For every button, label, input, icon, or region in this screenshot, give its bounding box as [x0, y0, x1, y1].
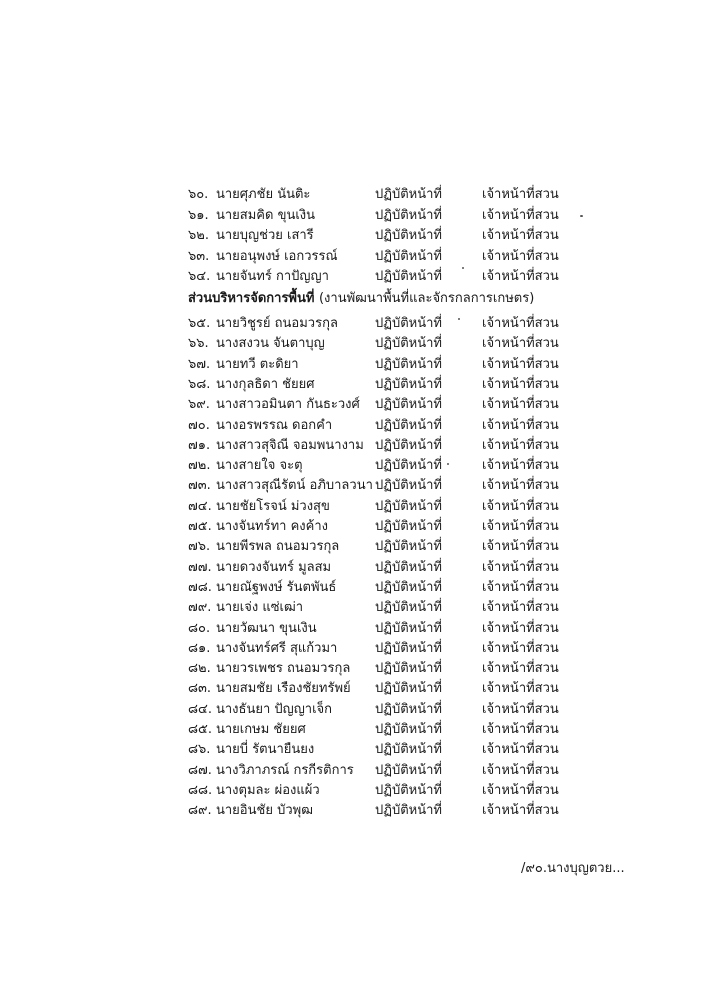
item-number: ๖๐.	[188, 187, 209, 202]
role-label: เจ้าหน้าที่สวน	[482, 376, 559, 392]
section-subtitle: (งานพัฒนาพื้นที่และจักรกลการเกษตร)	[318, 291, 535, 306]
list-item	[0, 517, 722, 537]
duty-label: ปฏิบัติหน้าที่	[375, 376, 442, 392]
continuation-note: /๙๐.นางบุญตวย...	[521, 861, 625, 876]
section-title: ส่วนบริหารจัดการพื้นที่	[188, 291, 315, 306]
role-label: เจ้าหน้าที่สวน	[482, 539, 559, 555]
role-label: เจ้าหน้าที่สวน	[482, 559, 559, 575]
duty-label: ปฏิบัติหน้าที่	[375, 228, 442, 243]
duty-label: ปฏิบัติหน้าที่	[375, 640, 442, 656]
duty-label: ปฏิบัติหน้าที่	[375, 397, 442, 413]
duty-label: ปฏิบัติหน้าที่	[375, 519, 442, 534]
duty-label: ปฏิบัติหน้าที่	[375, 742, 442, 758]
item-number: ๘๗.	[188, 762, 212, 778]
person-name: นางจันทร์ทา คงค้าง	[216, 519, 328, 534]
list-item	[0, 740, 722, 760]
duty-label: ปฏิบัติหน้าที่	[375, 207, 442, 223]
person-name: นางตุมละ ผ่องแผ้ว	[216, 782, 320, 798]
person-name: นางอรพรรณ ดอกคำ	[216, 417, 333, 433]
item-number: ๘๒.	[188, 661, 211, 677]
item-number: ๖๗.	[188, 356, 211, 372]
list-item	[0, 781, 722, 801]
list-item	[0, 334, 722, 354]
list-item	[0, 476, 722, 496]
list-item	[0, 659, 722, 679]
list-item	[0, 416, 722, 436]
role-label: เจ้าหน้าที่สวน	[482, 316, 559, 331]
role-label: เจ้าหน้าที่สวน	[482, 478, 559, 494]
person-name: นายวิชูรย์ ถนอมวรกุล	[216, 316, 338, 331]
duty-label: ปฏิบัติหน้าที่	[375, 661, 442, 677]
list-item	[0, 578, 722, 598]
item-number: ๖๖.	[188, 336, 209, 352]
item-number: ๗๑.	[188, 437, 211, 453]
duty-label: ปฏิบัติหน้าที่	[375, 478, 442, 494]
duty-label: ปฏิบัติหน้าที่	[375, 316, 442, 331]
person-name: นายพีรพล ถนอมวรกุล	[216, 539, 340, 555]
scan-speck	[458, 318, 460, 320]
person-name: นายอินชัย บัวพุฒ	[216, 803, 313, 819]
duty-label: ปฏิบัติหน้าที่	[375, 701, 442, 717]
person-name: นายสมชัย เรืองชัยทรัพย์	[216, 681, 351, 697]
person-name: นางสาวสุณีรัตน์ อภิบาลวนา	[216, 478, 373, 494]
list-item	[0, 355, 722, 375]
person-name: นายทวี ตะดิยา	[216, 356, 299, 372]
person-name: นางสาวอมินตา กันธะวงศ์	[216, 397, 360, 413]
duty-label: ปฏิบัติหน้าที่	[375, 803, 442, 819]
item-number: ๖๔.	[188, 269, 211, 284]
list-item	[0, 185, 722, 205]
item-number: ๖๘.	[188, 376, 211, 392]
role-label: เจ้าหน้าที่สวน	[482, 661, 559, 677]
list-item	[0, 639, 722, 659]
person-name: นางสงวน จันตาบุญ	[216, 336, 325, 352]
item-number: ๗๔.	[188, 498, 212, 514]
duty-label: ปฏิบัติหน้าที่	[375, 539, 442, 555]
person-name: นายศุภชัย นันติะ	[216, 187, 311, 202]
item-number: ๗๙.	[188, 600, 212, 616]
list-item	[0, 598, 722, 618]
scan-speck	[447, 463, 449, 465]
item-number: ๖๑.	[188, 207, 209, 223]
duty-label: ปฏิบัติหน้าที่	[375, 762, 442, 778]
list-item	[0, 619, 722, 639]
duty-label: ปฏิบัติหน้าที่	[375, 681, 442, 697]
list-item	[0, 314, 722, 334]
item-number: ๖๙.	[188, 397, 210, 413]
role-label: เจ้าหน้าที่สวน	[482, 336, 559, 352]
role-label: เจ้าหน้าที่สวน	[482, 782, 559, 798]
list-item	[0, 679, 722, 699]
item-number: ๘๖.	[188, 742, 211, 758]
item-number: ๘๑.	[188, 640, 211, 656]
person-name: นางสาวสุจิณี จอมพนางาม	[216, 437, 364, 453]
list-item	[0, 375, 722, 395]
duty-label: ปฏิบัติหน้าที่	[375, 498, 442, 514]
list-item	[0, 267, 722, 287]
item-number: ๗๘.	[188, 579, 212, 595]
item-number: ๘๕.	[188, 722, 213, 737]
person-name: นายจันทร์ กาปัญญา	[216, 269, 329, 284]
item-number: ๖๒.	[188, 228, 209, 243]
role-label: เจ้าหน้าที่สวน	[482, 248, 559, 264]
list-item	[0, 761, 722, 781]
item-number: ๘๘.	[188, 782, 213, 798]
item-number: ๖๓.	[188, 248, 210, 264]
role-label: เจ้าหน้าที่สวน	[482, 417, 559, 433]
role-label: เจ้าหน้าที่สวน	[482, 681, 559, 697]
item-number: ๘๙.	[188, 803, 212, 819]
person-name: นายบี่ รัตนายืนยง	[216, 742, 315, 758]
person-name: นางจันทร์ศรี สุแก้วมา	[216, 640, 338, 656]
list-item	[0, 720, 722, 740]
list-item	[0, 226, 722, 246]
role-label: เจ้าหน้าที่สวน	[482, 458, 559, 474]
role-label: เจ้าหน้าที่สวน	[482, 187, 559, 202]
scan-speck	[462, 267, 464, 269]
item-number: ๗๖.	[188, 539, 211, 555]
item-number: ๗๒.	[188, 458, 211, 474]
duty-label: ปฏิบัติหน้าที่	[375, 269, 442, 284]
person-name: นายเกษม ชัยยศ	[216, 722, 306, 737]
section-heading	[188, 289, 534, 309]
item-number: ๖๕.	[188, 316, 211, 331]
duty-label: ปฏิบัติหน้าที่	[375, 620, 442, 636]
duty-label: ปฏิบัติหน้าที่	[375, 782, 442, 798]
item-number: ๗๓.	[188, 478, 211, 494]
role-label: เจ้าหน้าที่สวน	[482, 519, 559, 534]
role-label: เจ้าหน้าที่สวน	[482, 600, 559, 616]
person-name: นายวัฒนา ขุนเงิน	[216, 620, 317, 636]
person-name: นายชัยโรจน์ ม่วงสุข	[216, 498, 330, 514]
duty-label: ปฏิบัติหน้าที่	[375, 579, 442, 595]
duty-label: ปฏิบัติหน้าที่	[375, 458, 442, 474]
role-label: เจ้าหน้าที่สวน	[482, 207, 559, 223]
item-number: ๘๐.	[188, 620, 211, 636]
role-label: เจ้าหน้าที่สวน	[482, 356, 559, 372]
item-number: ๗๐.	[188, 417, 210, 433]
duty-label: ปฏิบัติหน้าที่	[375, 356, 442, 372]
role-label: เจ้าหน้าที่สวน	[482, 269, 559, 284]
role-label: เจ้าหน้าที่สวน	[482, 228, 559, 243]
scan-speck	[580, 215, 583, 217]
person-name: นายสมคิด ขุนเงิน	[216, 207, 316, 223]
person-name: นางวิภาภรณ์ กรกีรติการ	[216, 762, 354, 778]
list-item	[0, 537, 722, 557]
role-label: เจ้าหน้าที่สวน	[482, 701, 559, 717]
duty-label: ปฏิบัติหน้าที่	[375, 600, 442, 616]
duty-label: ปฏิบัติหน้าที่	[375, 187, 442, 202]
item-number: ๗๕.	[188, 519, 212, 534]
item-number: ๗๗.	[188, 559, 212, 575]
list-item	[0, 700, 722, 720]
list-item	[0, 436, 722, 456]
person-name: นายเจ่ง แซ่เฒ่า	[216, 600, 304, 616]
item-number: ๘๔.	[188, 701, 213, 717]
person-name: นายณัฐพงษ์ รันตพันธ์	[216, 579, 337, 595]
person-name: นายดวงจันทร์ มูลสม	[216, 559, 332, 575]
list-item	[0, 801, 722, 821]
list-item	[0, 456, 722, 476]
role-label: เจ้าหน้าที่สวน	[482, 437, 559, 453]
role-label: เจ้าหน้าที่สวน	[482, 620, 559, 636]
duty-label: ปฏิบัติหน้าที่	[375, 722, 442, 737]
role-label: เจ้าหน้าที่สวน	[482, 742, 559, 758]
duty-label: ปฏิบัติหน้าที่	[375, 437, 442, 453]
person-name: นางกุลธิดา ชัยยศ	[216, 376, 315, 392]
list-item	[0, 558, 722, 578]
list-item	[0, 497, 722, 517]
list-item	[0, 247, 722, 267]
person-name: นางธันยา ปัญญาเจ็ก	[216, 701, 333, 717]
duty-label: ปฏิบัติหน้าที่	[375, 417, 442, 433]
duty-label: ปฏิบัติหน้าที่	[375, 248, 442, 264]
role-label: เจ้าหน้าที่สวน	[482, 803, 559, 819]
role-label: เจ้าหน้าที่สวน	[482, 579, 559, 595]
role-label: เจ้าหน้าที่สวน	[482, 722, 559, 737]
role-label: เจ้าหน้าที่สวน	[482, 762, 559, 778]
person-name: นายวรเพชร ถนอมวรกุล	[216, 661, 351, 677]
list-item	[0, 395, 722, 415]
role-label: เจ้าหน้าที่สวน	[482, 498, 559, 514]
person-name: นางสายใจ จะตุ	[216, 458, 303, 474]
duty-label: ปฏิบัติหน้าที่	[375, 559, 442, 575]
person-name: นายบุญช่วย เสารี	[216, 228, 314, 243]
duty-label: ปฏิบัติหน้าที่	[375, 336, 442, 352]
list-item	[0, 206, 722, 226]
role-label: เจ้าหน้าที่สวน	[482, 640, 559, 656]
person-name: นายอนุพงษ์ เอกวรรณ์	[216, 248, 338, 264]
role-label: เจ้าหน้าที่สวน	[482, 397, 559, 413]
item-number: ๘๓.	[188, 681, 212, 697]
